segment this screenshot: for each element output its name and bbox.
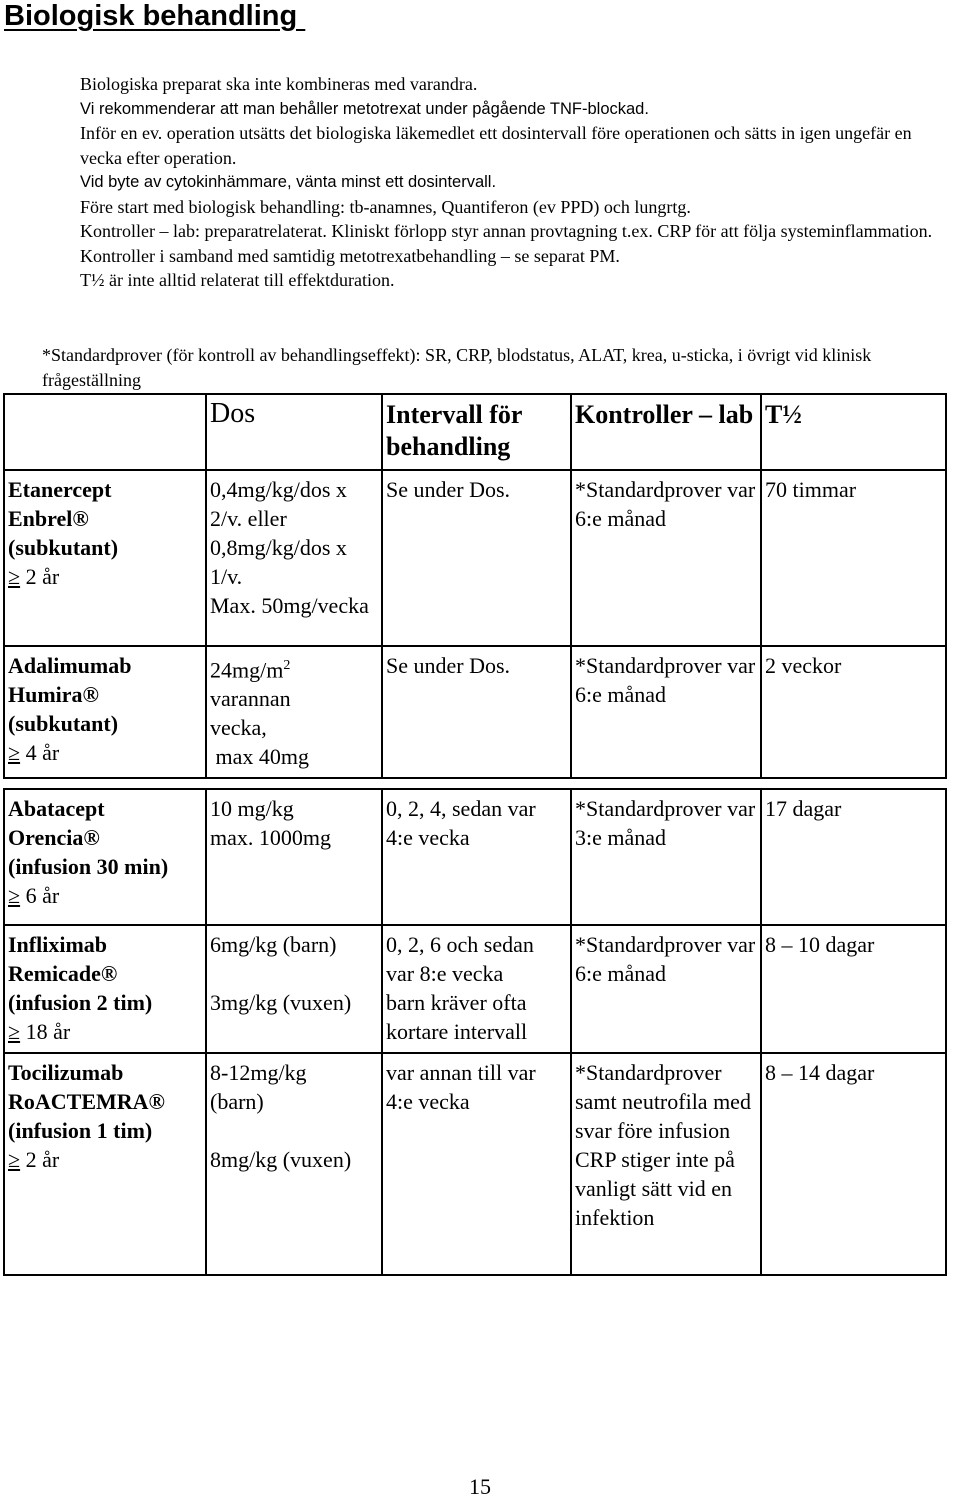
drug-route: (infusion 1 tim)	[8, 1118, 153, 1143]
interval-line: Se under Dos.	[386, 653, 511, 678]
table-row	[4, 925, 946, 1053]
intro-line: Biologiska preparat ska inte kombineras med varandra.	[80, 74, 478, 94]
dose-superscript: 2	[283, 658, 291, 673]
dose-cell	[206, 470, 382, 646]
dose-line: max 40mg	[210, 744, 309, 770]
header-halflife: T½	[761, 394, 946, 470]
gte-symbol: ≥	[8, 1147, 21, 1172]
drug-brand: Enbrel®	[8, 506, 89, 531]
drug-age	[8, 562, 202, 591]
table-row	[4, 789, 946, 925]
age-value: 18 år	[20, 1019, 71, 1044]
controls-line: *Standardprover samt neutrofila med svar före infusion	[575, 1060, 751, 1143]
controls-cell	[571, 789, 761, 925]
drug-name: Infliximab	[8, 932, 108, 957]
interval-cell	[382, 646, 571, 778]
drug-age	[8, 881, 202, 910]
interval-line: var annan till var 4:e vecka	[386, 1060, 536, 1114]
drug-cell	[4, 925, 206, 1053]
drug-route: (infusion 2 tim)	[8, 990, 153, 1015]
dose-line: 3mg/kg (vuxen)	[210, 990, 352, 1015]
halflife-cell: 8 – 10 dagar	[761, 925, 946, 1053]
drug-age	[8, 738, 202, 767]
dose-cell	[206, 1053, 382, 1275]
drug-route: (infusion 30 min)	[8, 854, 169, 879]
dose-line: max. 1000mg	[210, 825, 331, 850]
drug-cell	[4, 789, 206, 925]
intro-line: Före start med biologisk behandling: tb-anamnes, Quantiferon (ev PPD) och lungrtg.	[80, 196, 691, 217]
dose-line: varannan	[210, 686, 291, 712]
drug-name: Adalimumab	[8, 653, 132, 678]
controls-cell	[571, 470, 761, 646]
table-row	[4, 1053, 946, 1275]
dose-line: 6mg/kg (barn)	[210, 932, 337, 957]
interval-line: 0, 2, 6 och sedan var 8:e vecka	[386, 932, 534, 986]
drug-cell	[4, 646, 206, 778]
gte-symbol: ≥	[8, 740, 21, 765]
gte-symbol: ≥	[8, 1019, 21, 1044]
header-drug	[4, 394, 206, 470]
drug-cell	[4, 470, 206, 646]
intro-line: Vi rekommenderar att man behåller metotrexat under pågående TNF-blockad.	[80, 99, 649, 118]
drug-brand: RoACTEMRA®	[8, 1089, 165, 1114]
interval-line: barn kräver ofta kortare intervall	[386, 990, 528, 1044]
halflife-cell: 70 timmar	[761, 470, 946, 646]
interval-line: Se under Dos.	[386, 477, 511, 502]
dose-main: 24mg/m	[210, 657, 284, 683]
controls-line: *Standardprover var 6:e månad	[575, 477, 756, 531]
intro-line: Vid byte av cytokinhämmare, vänta minst ett dosintervall.	[80, 173, 497, 191]
drug-brand: Orencia®	[8, 825, 100, 850]
drug-name: Abatacept	[8, 796, 105, 821]
drug-age	[8, 1145, 202, 1174]
drug-age	[8, 1017, 202, 1046]
intro-line: Inför en ev. operation utsätts det biologiska läkemedlet ett dosintervall före operationen och sätts in igen ungefär en vecka efter operation.	[80, 123, 912, 168]
halflife-cell: 2 veckor	[761, 646, 946, 778]
gte-symbol: ≥	[8, 883, 21, 908]
dose-cell	[206, 925, 382, 1053]
intro-line: T½ är inte alltid relaterat till effektduration.	[80, 270, 395, 290]
interval-cell	[382, 1053, 571, 1275]
age-value: 4 år	[20, 740, 60, 765]
dose-line	[210, 651, 378, 684]
dose-cell	[206, 646, 382, 778]
dosing-table-top	[3, 393, 947, 779]
drug-brand: Humira®	[8, 682, 99, 707]
drug-name: Tocilizumab	[8, 1060, 124, 1085]
interval-line: 0, 2, 4, sedan var 4:e vecka	[386, 796, 536, 850]
dose-line: 0,4mg/kg/dos x 2/v. eller	[210, 477, 347, 531]
dosing-table-bottom	[3, 788, 947, 1276]
table-row	[4, 470, 946, 646]
page-number: 15	[469, 1474, 491, 1499]
dose-line: 10 mg/kg	[210, 796, 294, 821]
dose-line: 0,8mg/kg/dos x 1/v.	[210, 535, 347, 589]
intro-line: Kontroller – lab: preparatrelaterat. Kliniskt förlopp styr annan provtagning t.ex. CRP för att följa systeminflammation.	[80, 221, 933, 241]
drug-name: Etanercept	[8, 477, 112, 502]
age-value: 6 år	[20, 883, 60, 908]
gte-symbol: ≥	[8, 564, 21, 589]
drug-cell	[4, 1053, 206, 1275]
drug-brand: Remicade®	[8, 961, 118, 986]
dose-line: Max. 50mg/vecka	[210, 593, 369, 618]
age-value: 2 år	[20, 1147, 60, 1172]
controls-line: *Standardprover var 6:e månad	[575, 653, 756, 707]
controls-cell	[571, 646, 761, 778]
standard-tests-note: *Standardprover (för kontroll av behandlingseffekt): SR, CRP, blodstatus, ALAT, krea, u-sticka, i övrigt vid klinisk frågeställning	[42, 345, 872, 390]
table-row	[4, 646, 946, 778]
page-title: Biologisk behandling	[4, 0, 306, 32]
table-header-row	[4, 394, 946, 470]
intro-notes	[80, 72, 950, 293]
interval-cell	[382, 789, 571, 925]
header-dose: Dos	[206, 394, 382, 470]
controls-line: CRP stiger inte på vanligt sätt vid en infektion	[575, 1147, 735, 1230]
controls-cell	[571, 1053, 761, 1275]
controls-line: *Standardprover var 6:e månad	[575, 932, 756, 986]
drug-route: (subkutant)	[8, 711, 119, 736]
halflife-cell: 17 dagar	[761, 789, 946, 925]
interval-cell	[382, 470, 571, 646]
dose-cell	[206, 789, 382, 925]
drug-route: (subkutant)	[8, 535, 119, 560]
header-controls: Kontroller – lab	[571, 394, 761, 470]
controls-cell	[571, 925, 761, 1053]
controls-line: *Standardprover var 3:e månad	[575, 796, 756, 850]
dose-line: 8mg/kg (vuxen)	[210, 1147, 352, 1172]
interval-cell	[382, 925, 571, 1053]
halflife-cell: 8 – 14 dagar	[761, 1053, 946, 1275]
dose-line: 8-12mg/kg (barn)	[210, 1060, 307, 1114]
header-interval: Intervall för behandling	[382, 394, 571, 470]
dose-line: vecka,	[210, 715, 267, 741]
age-value: 2 år	[20, 564, 60, 589]
intro-line: Kontroller i samband med samtidig metotrexatbehandling – se separat PM.	[80, 245, 620, 266]
